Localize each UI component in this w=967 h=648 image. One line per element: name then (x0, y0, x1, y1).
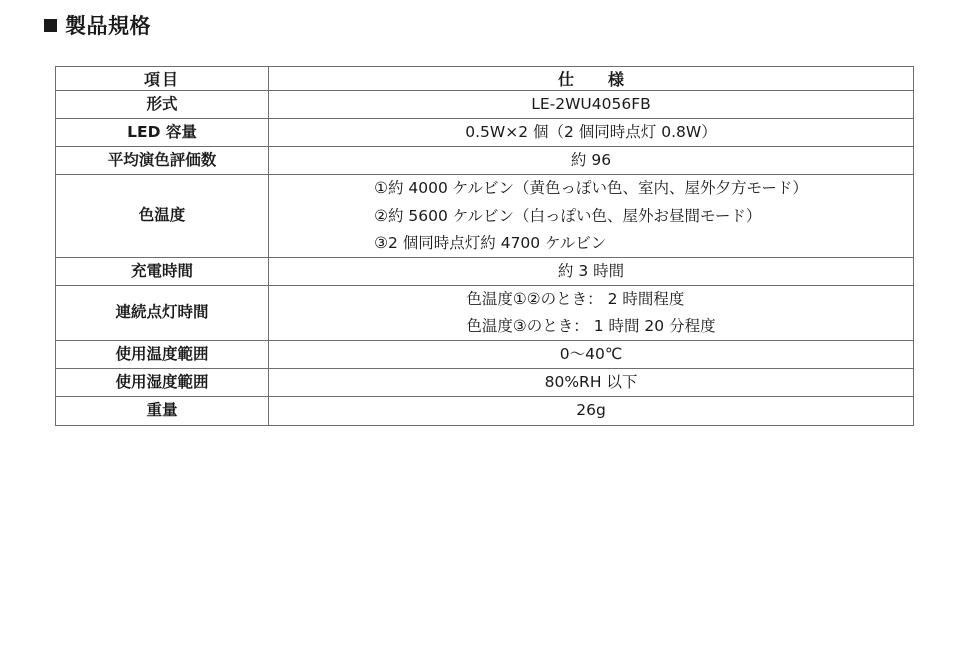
spec-value (269, 397, 914, 425)
black-square-bullet-icon (44, 19, 57, 32)
spec-value-lines (466, 286, 715, 340)
spec-value (269, 257, 914, 285)
table-row (56, 397, 914, 425)
spec-value-lines (571, 147, 611, 174)
spec-value-lines (465, 119, 716, 146)
spec-label: 使用湿度範囲 (56, 369, 269, 397)
spec-value-lines (560, 341, 623, 368)
spec-label: LED 容量 (56, 119, 269, 147)
table-row (56, 147, 914, 175)
column-header-spec: 仕 様 (269, 67, 914, 91)
spec-value-line: ①約 4000 ケルビン（黄色っぽい色、室内、屋外夕方モード） (374, 179, 808, 198)
spec-value-lines (576, 397, 606, 424)
spec-value-line: ③2 個同時点灯約 4700 ケルビン (374, 233, 607, 252)
spec-value-lines (545, 369, 638, 396)
spec-label: 色温度 (56, 175, 269, 257)
spec-value-line: 0〜40℃ (559, 345, 623, 364)
spec-label: 形式 (56, 91, 269, 119)
spec-value (269, 175, 914, 257)
document-page (0, 10, 967, 648)
spec-label: 連続点灯時間 (56, 285, 269, 340)
spec-value-line: 色温度①②のとき： 2 時間程度 (466, 289, 685, 308)
spec-label: 重量 (56, 397, 269, 425)
page-title-text: 製品規格 (65, 14, 151, 38)
spec-value (269, 369, 914, 397)
table-row (56, 285, 914, 340)
spec-value (269, 91, 914, 119)
table-header-row (56, 67, 914, 91)
spec-value (269, 285, 914, 340)
spec-label: 平均演色評価数 (56, 147, 269, 175)
spec-value-line: 26g (576, 401, 606, 420)
spec-label: 使用温度範囲 (56, 341, 269, 369)
spec-value-line: ②約 5600 ケルビン（白っぽい色、屋外お昼間モード） (374, 206, 762, 225)
spec-value-line: LE-2WU4056FB (531, 95, 651, 113)
spec-value-line: 約 96 (570, 151, 612, 170)
spec-value-lines (374, 175, 808, 256)
table-row (56, 175, 914, 257)
spec-value-line: 0.5W×2 個（2 個同時点灯 0.8W） (465, 123, 717, 142)
spec-value (269, 119, 914, 147)
table-row (56, 91, 914, 119)
product-spec-table (55, 66, 914, 426)
spec-value-lines (558, 258, 624, 285)
table-row (56, 341, 914, 369)
spec-value-line: 色温度③のとき： 1 時間 20 分程度 (466, 317, 716, 335)
table-row (56, 257, 914, 285)
spec-label: 充電時間 (56, 257, 269, 285)
spec-value-line: 約 3 時間 (557, 261, 625, 280)
table-row (56, 119, 914, 147)
spec-value (269, 147, 914, 175)
spec-value (269, 341, 914, 369)
spec-value-line: 80%RH 以下 (544, 373, 638, 392)
spec-value-lines (531, 91, 651, 118)
column-header-item: 項目 (56, 67, 269, 91)
page-title (44, 10, 967, 40)
table-row (56, 369, 914, 397)
